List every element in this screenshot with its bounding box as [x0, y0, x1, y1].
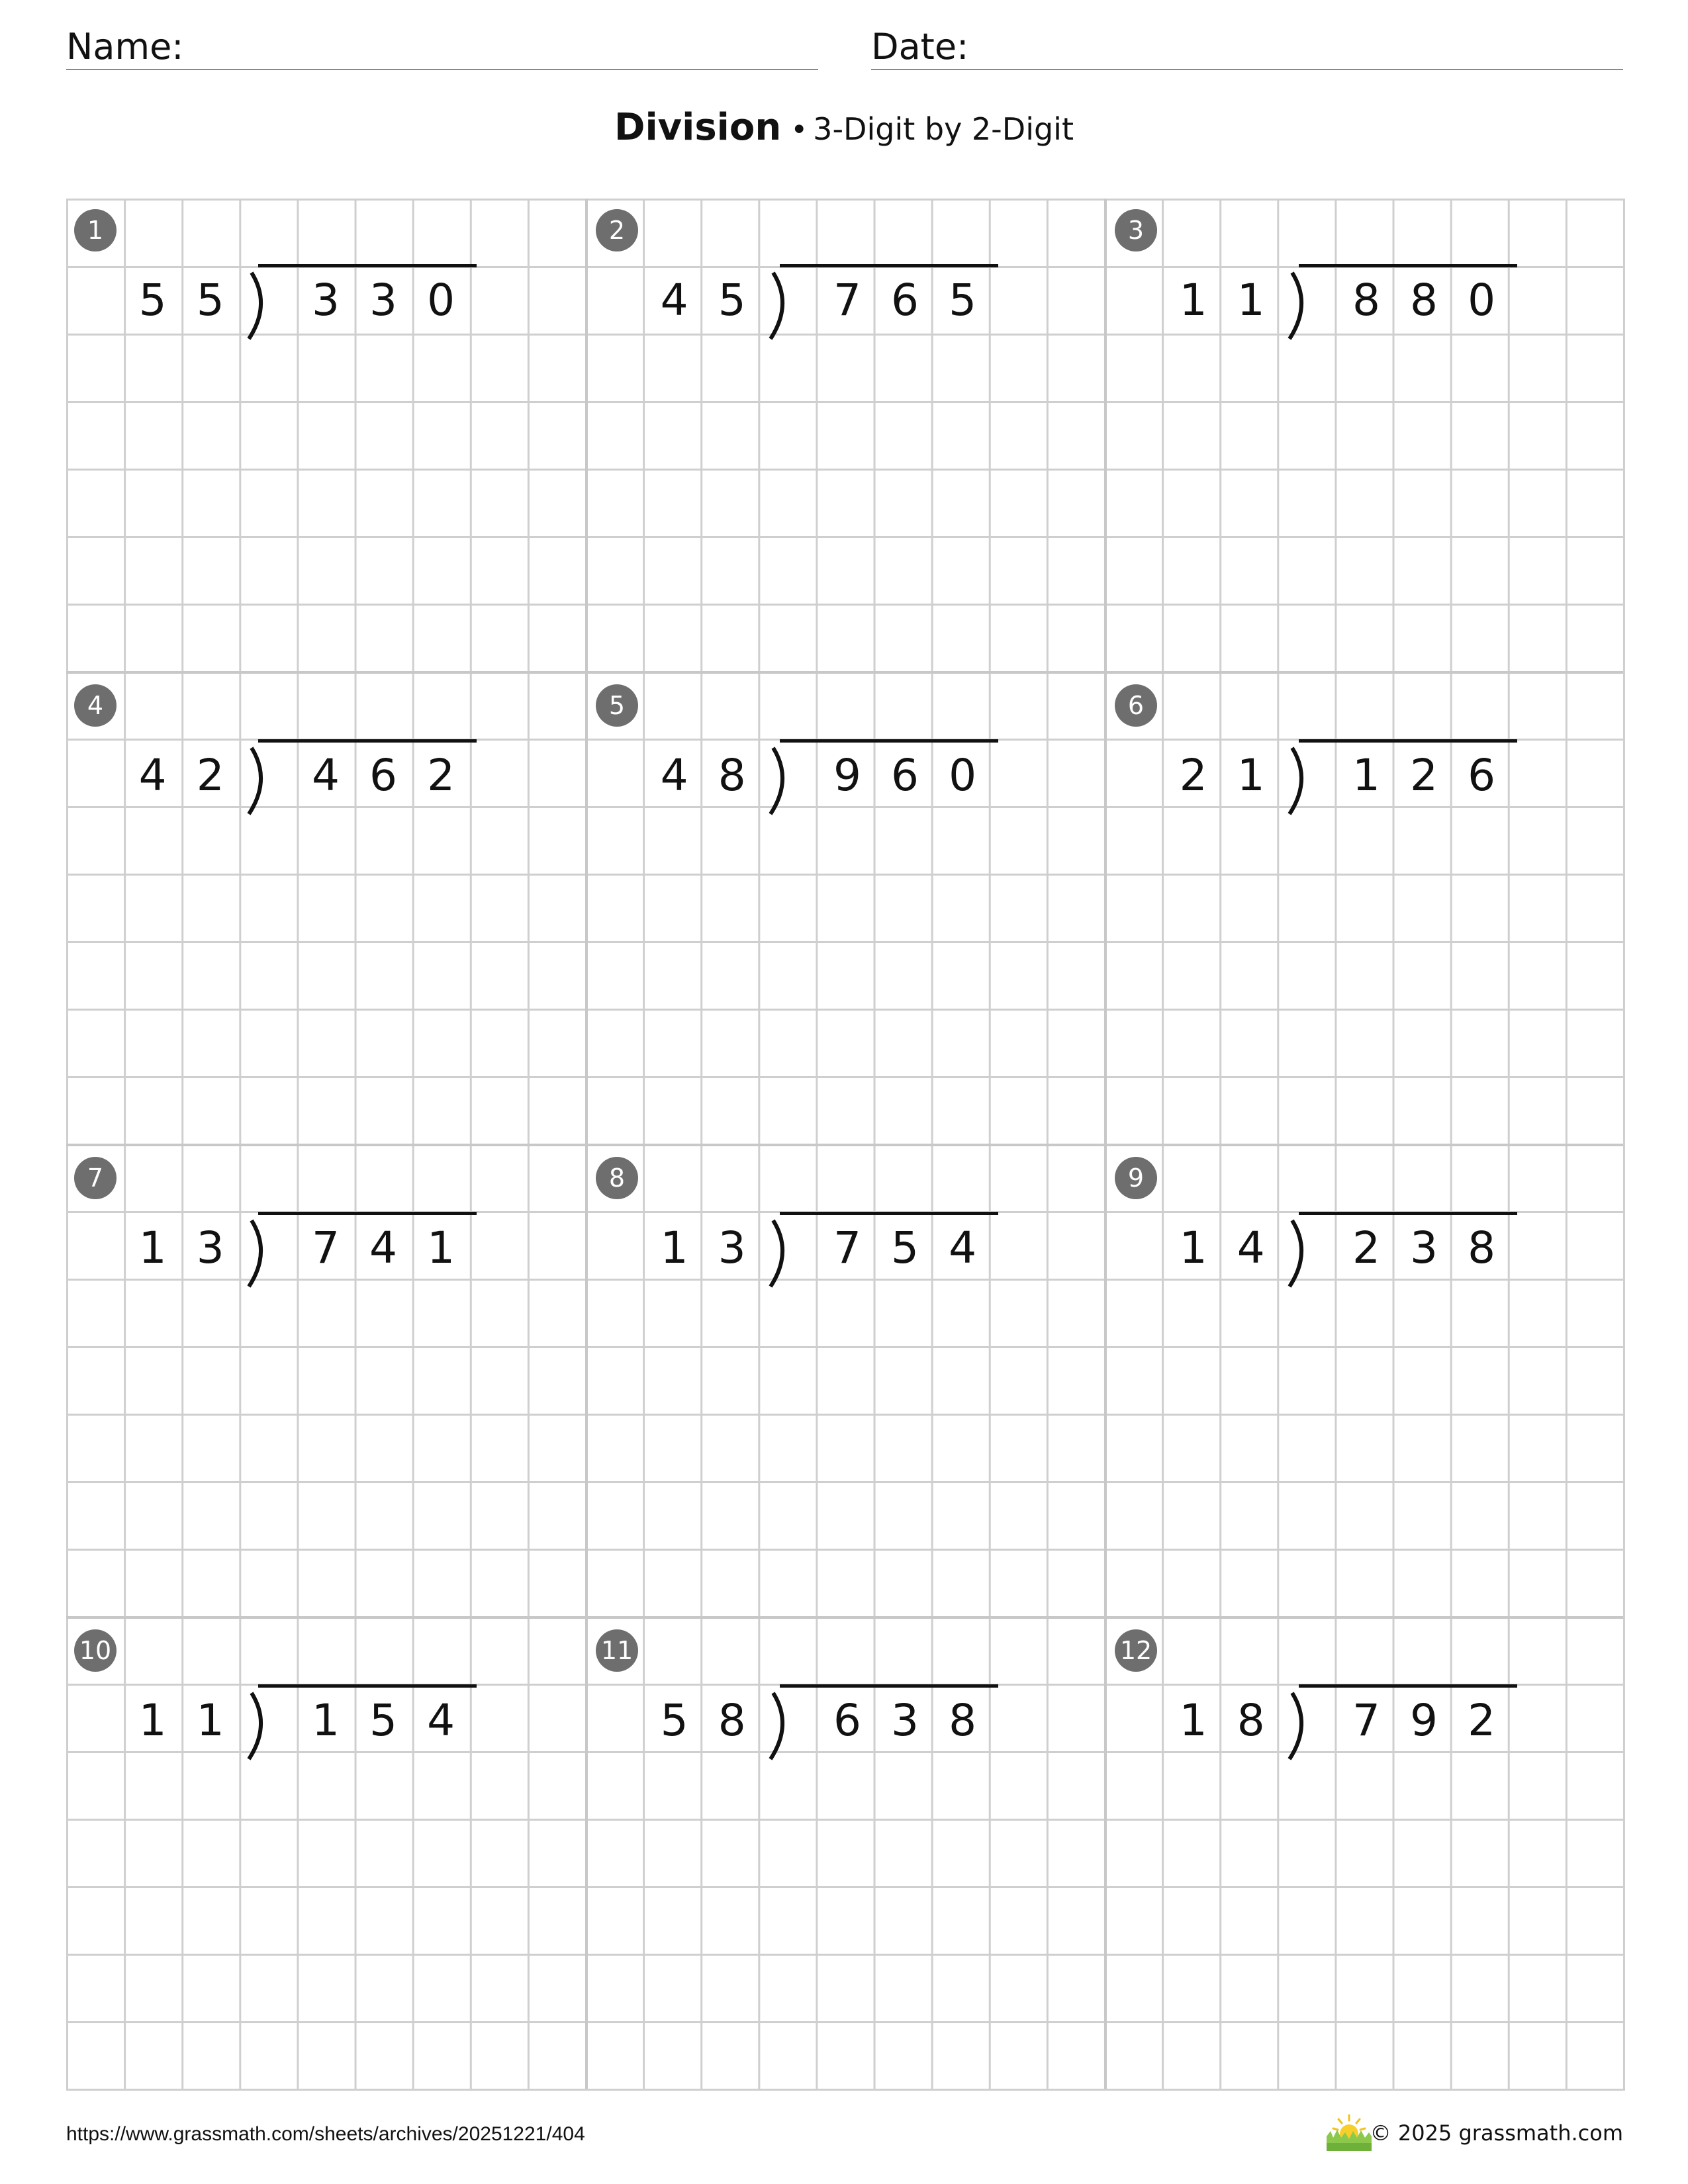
division-bar — [258, 1684, 477, 1688]
division-bar — [780, 1684, 998, 1688]
divisor-digit: 2 — [1179, 750, 1207, 801]
problem-3 — [1104, 199, 1623, 671]
problem-number-badge: 6 — [1115, 684, 1157, 727]
title-subtitle: 3-Digit by 2-Digit — [813, 111, 1074, 147]
divisor-digit: 5 — [196, 275, 224, 326]
problem-10 — [66, 1616, 585, 2089]
divisor-digit: 8 — [718, 750, 746, 801]
title-main: Division — [614, 106, 782, 149]
dividend-digit: 1 — [427, 1222, 455, 1273]
problem-7 — [66, 1144, 585, 1616]
divisor-digit: 5 — [660, 1695, 688, 1746]
dividend-digit: 6 — [1468, 750, 1496, 801]
grass-sun-logo-icon — [1324, 2113, 1374, 2152]
division-bar — [258, 1212, 477, 1215]
division-bracket — [242, 1692, 282, 1760]
dividend-digit: 7 — [311, 1222, 340, 1273]
dividend-digit: 6 — [833, 1695, 861, 1746]
footer-url: https://www.grassmath.com/sheets/archives/20251221/404 — [66, 2123, 585, 2145]
dividend-digit: 4 — [949, 1222, 977, 1273]
dividend-digit: 3 — [369, 275, 398, 326]
divisor-digit: 8 — [1237, 1695, 1265, 1746]
division-bar — [1299, 739, 1517, 743]
dividend-digit: 5 — [949, 275, 977, 326]
divisor-digit: 1 — [1237, 275, 1265, 326]
divisor-digit: 5 — [718, 275, 746, 326]
division-bar — [1299, 1684, 1517, 1688]
problem-grid — [66, 199, 1625, 2091]
divisor-digit: 8 — [718, 1695, 746, 1746]
divisor-digit: 2 — [196, 750, 224, 801]
division-bracket — [764, 271, 804, 340]
division-bracket — [1283, 271, 1323, 340]
dividend-digit: 4 — [311, 750, 340, 801]
problem-number-badge: 4 — [74, 684, 117, 727]
divisor-digit: 5 — [138, 275, 167, 326]
divisor-digit: 1 — [1179, 1695, 1207, 1746]
problem-9 — [1104, 1144, 1623, 1616]
dividend-digit: 6 — [891, 750, 919, 801]
divisor-digit: 1 — [196, 1695, 224, 1746]
dividend-digit: 3 — [311, 275, 340, 326]
division-bar — [258, 264, 477, 267]
dividend-digit: 8 — [949, 1695, 977, 1746]
division-bar — [1299, 264, 1517, 267]
dividend-digit: 3 — [891, 1695, 919, 1746]
problem-5 — [585, 671, 1104, 1144]
division-bar — [780, 1212, 998, 1215]
problem-number-badge: 9 — [1115, 1157, 1157, 1199]
divisor-digit: 4 — [660, 750, 688, 801]
problem-1 — [66, 199, 585, 671]
dividend-digit: 3 — [1410, 1222, 1438, 1273]
divisor-digit: 4 — [660, 275, 688, 326]
divisor-digit: 1 — [1179, 1222, 1207, 1273]
dividend-digit: 2 — [1352, 1222, 1380, 1273]
problem-8 — [585, 1144, 1104, 1616]
problem-4 — [66, 671, 585, 1144]
problem-number-badge: 12 — [1115, 1629, 1157, 1672]
problem-number-badge: 2 — [596, 209, 638, 251]
division-bracket — [1283, 747, 1323, 815]
division-bracket — [764, 1219, 804, 1288]
dividend-digit: 1 — [311, 1695, 340, 1746]
divisor-digit: 1 — [1237, 750, 1265, 801]
problem-6 — [1104, 671, 1623, 1144]
problem-number-badge: 1 — [74, 209, 117, 251]
problem-number-badge: 10 — [74, 1629, 117, 1672]
title-separator: • — [790, 113, 808, 147]
divisor-digit: 1 — [660, 1222, 688, 1273]
dividend-digit: 0 — [427, 275, 455, 326]
dividend-digit: 8 — [1468, 1222, 1496, 1273]
dividend-digit: 0 — [949, 750, 977, 801]
dividend-digit: 6 — [891, 275, 919, 326]
dividend-digit: 9 — [833, 750, 861, 801]
problem-number-badge: 3 — [1115, 209, 1157, 251]
dividend-digit: 8 — [1410, 275, 1438, 326]
dividend-digit: 8 — [1352, 275, 1380, 326]
footer-copyright: © 2025 grassmath.com — [1370, 2120, 1623, 2146]
date-label: Date: — [871, 26, 969, 68]
divisor-digit: 3 — [196, 1222, 224, 1273]
dividend-digit: 4 — [427, 1695, 455, 1746]
dividend-digit: 7 — [1352, 1695, 1380, 1746]
dividend-digit: 2 — [1410, 750, 1438, 801]
division-bar — [780, 264, 998, 267]
divisor-digit: 1 — [138, 1695, 167, 1746]
division-bracket — [242, 1219, 282, 1288]
worksheet-title — [0, 106, 1688, 149]
divisor-digit: 4 — [138, 750, 167, 801]
dividend-digit: 5 — [369, 1695, 398, 1746]
division-bar — [1299, 1212, 1517, 1215]
dividend-digit: 0 — [1468, 275, 1496, 326]
dividend-digit: 5 — [891, 1222, 919, 1273]
divisor-digit: 4 — [1237, 1222, 1265, 1273]
division-bracket — [764, 1692, 804, 1760]
name-label: Name: — [66, 26, 184, 68]
dividend-digit: 2 — [1468, 1695, 1496, 1746]
problem-12 — [1104, 1616, 1623, 2089]
problem-2 — [585, 199, 1104, 671]
problem-number-badge: 11 — [596, 1629, 638, 1672]
dividend-digit: 4 — [369, 1222, 398, 1273]
division-bracket — [1283, 1219, 1323, 1288]
problem-number-badge: 5 — [596, 684, 638, 727]
dividend-digit: 6 — [369, 750, 398, 801]
division-bar — [780, 739, 998, 743]
problem-number-badge: 7 — [74, 1157, 117, 1199]
division-bracket — [242, 271, 282, 340]
dividend-digit: 7 — [833, 1222, 861, 1273]
division-bracket — [1283, 1692, 1323, 1760]
dividend-digit: 7 — [833, 275, 861, 326]
name-field[interactable] — [66, 25, 818, 70]
dividend-digit: 2 — [427, 750, 455, 801]
date-field[interactable] — [871, 25, 1623, 70]
problem-number-badge: 8 — [596, 1157, 638, 1199]
division-bracket — [242, 747, 282, 815]
dividend-digit: 9 — [1410, 1695, 1438, 1746]
divisor-digit: 1 — [138, 1222, 167, 1273]
division-bracket — [764, 747, 804, 815]
problem-11 — [585, 1616, 1104, 2089]
dividend-digit: 1 — [1352, 750, 1380, 801]
divisor-digit: 3 — [718, 1222, 746, 1273]
divisor-digit: 1 — [1179, 275, 1207, 326]
division-bar — [258, 739, 477, 743]
